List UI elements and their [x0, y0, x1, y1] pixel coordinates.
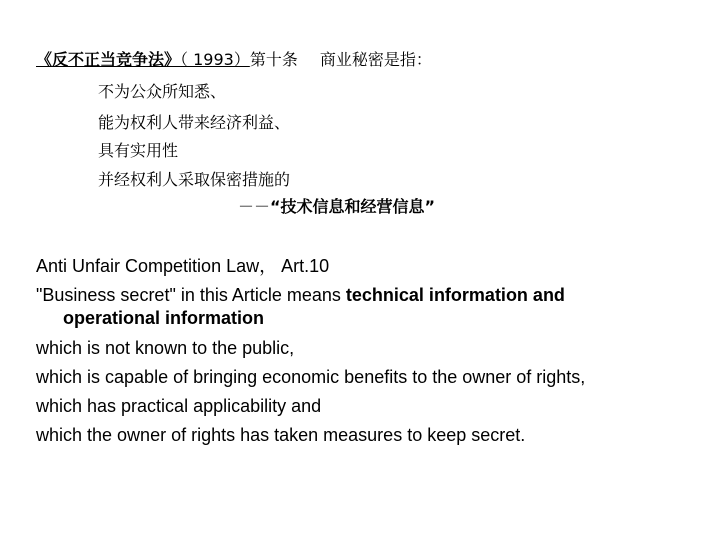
definition-plain: "Business secret" in this Article means: [36, 285, 346, 305]
english-law-line: Anti Unfair Competition Law， Art.10: [36, 256, 330, 276]
article-number: 第十条: [249, 50, 298, 69]
chinese-condition-2: 能为权利人带来经济利益、: [98, 113, 291, 132]
chinese-condition-3: 具有实用性: [98, 141, 179, 160]
summary-dashes: －－: [238, 197, 271, 216]
definition-bold: technical information and: [345, 285, 565, 305]
definition-intro: 商业秘密是指：: [319, 50, 432, 69]
english-condition-4: which the owner of rights has taken measures to keep secret.: [36, 425, 526, 445]
english-condition-2: which is capable of bringing economic benefits to the owner of rights,: [36, 367, 586, 387]
law-year: （ 1993）: [180, 50, 250, 69]
summary-quote: “技术信息和经营信息”: [270, 197, 436, 216]
english-definition-continuation: operational information: [63, 308, 265, 328]
english-condition-1: which is not known to the public,: [36, 338, 295, 358]
chinese-summary: [238, 197, 435, 217]
english-translation: [36, 252, 706, 450]
chinese-title-line: [36, 50, 432, 70]
english-condition-3: which has practical applicability and: [36, 396, 322, 416]
chinese-condition-1: 不为公众所知悉、: [98, 82, 227, 101]
law-title: 《反不正当竞争法》: [36, 50, 181, 69]
chinese-condition-4: 并经权利人采取保密措施的: [98, 170, 291, 189]
